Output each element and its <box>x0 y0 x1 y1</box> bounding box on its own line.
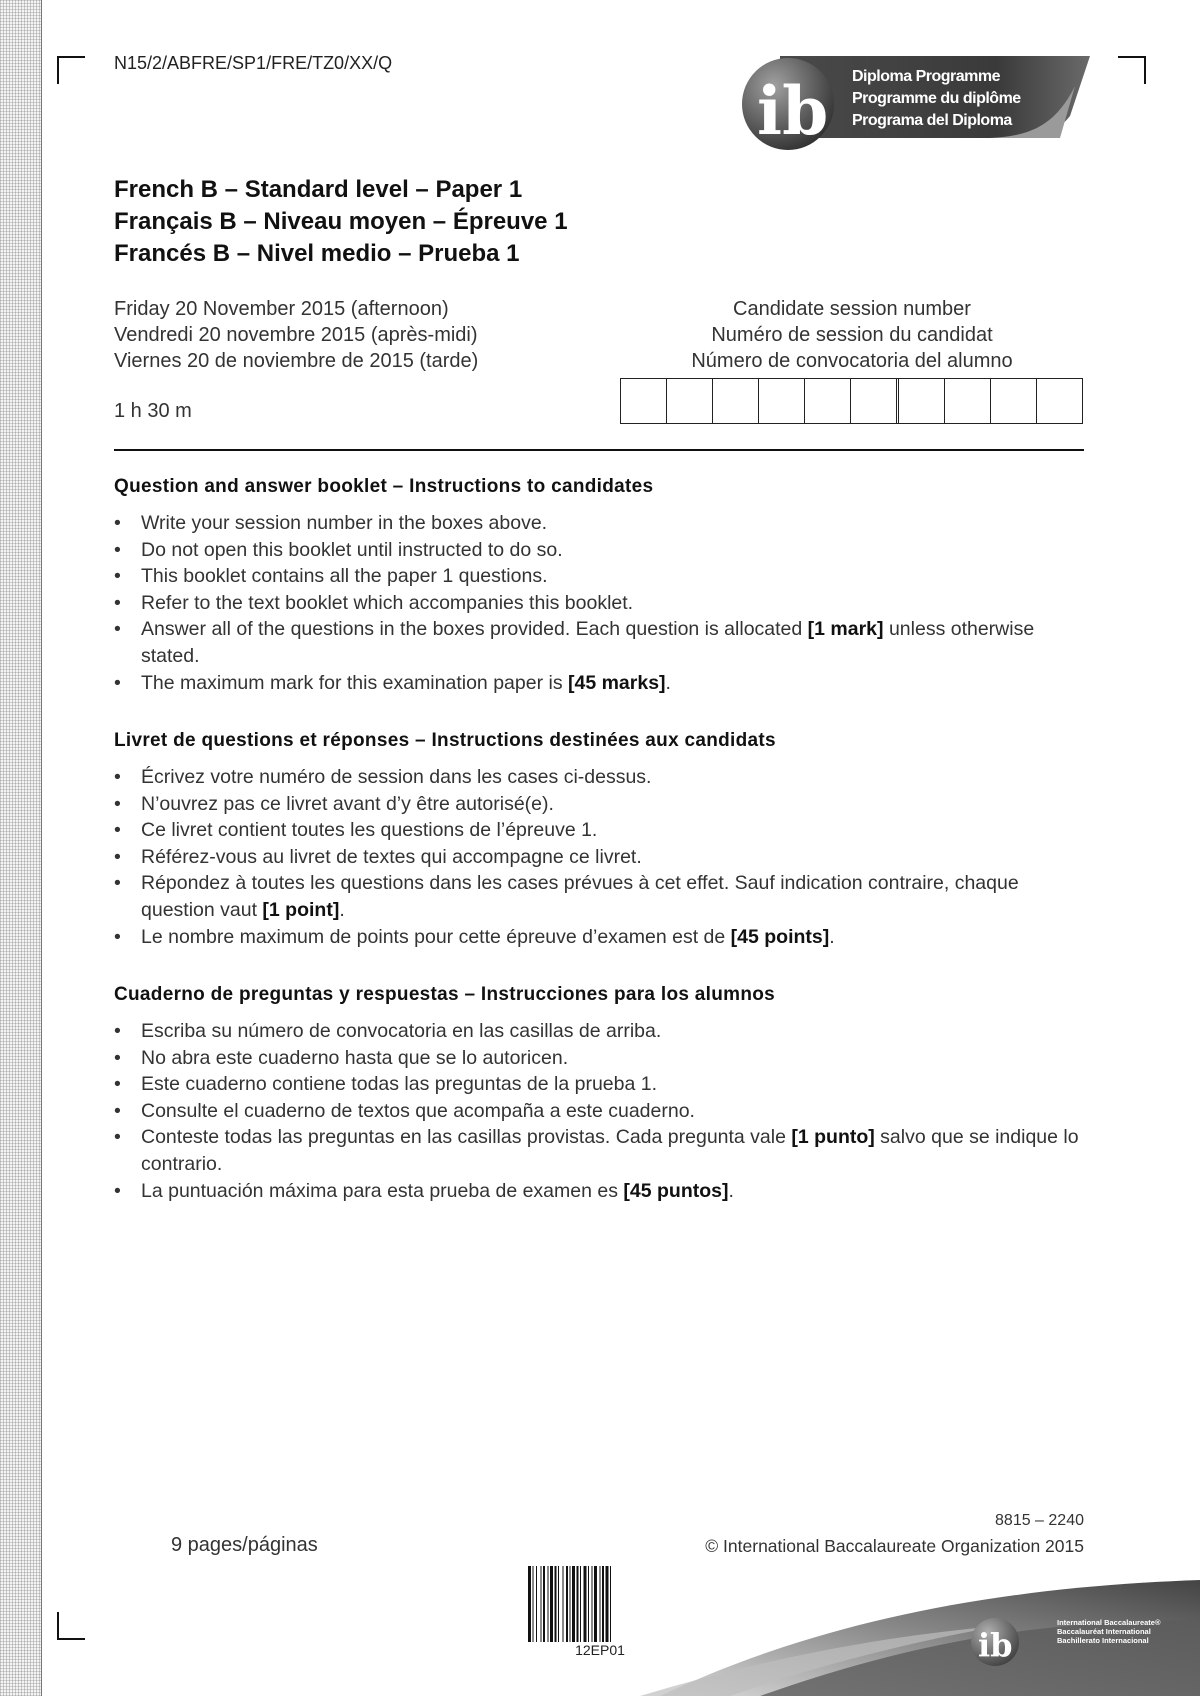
session-label-french: Numéro de session du candidat <box>711 324 993 346</box>
instruction-item: • Consulte el cuaderno de textos que acompaña a este cuaderno. <box>114 1098 1094 1125</box>
section-heading: Cuaderno de preguntas y respuestas – Instrucciones para los alumnos <box>114 984 776 1005</box>
barcode-bar <box>543 1566 545 1642</box>
instruction-item: • Escriba su número de convocatoria en las casillas de arriba. <box>114 1018 1094 1045</box>
ibo-line: Baccalauréat International <box>1057 1627 1151 1636</box>
instructions-english <box>114 476 1094 696</box>
instruction-list <box>114 764 1094 950</box>
session-digit-box[interactable] <box>621 379 667 423</box>
instruction-item: • Conteste todas las preguntas en las casillas provistas. Cada pregunta vale [1 punto] salvo que se indique lo contrario. <box>114 1124 1094 1177</box>
barcode-bar <box>580 1566 581 1642</box>
exam-duration: 1 h 30 m <box>114 400 192 422</box>
instruction-item: • No abra este cuaderno hasta que se lo autoricen. <box>114 1045 1094 1072</box>
instruction-item: • N’ouvrez pas ce livret avant d’y être autorisé(e). <box>114 791 1094 818</box>
crop-mark-top-right <box>1118 56 1146 84</box>
session-digit-box[interactable] <box>851 379 899 423</box>
logo-line: Programme du diplôme <box>852 90 1021 107</box>
paper-reference: 8815 – 2240 <box>995 1512 1084 1529</box>
barcode-bar <box>594 1566 597 1642</box>
barcode-bar <box>600 1566 601 1642</box>
instruction-list <box>114 1018 1094 1204</box>
session-number-boxes[interactable] <box>620 378 1083 424</box>
barcode-bar <box>570 1566 571 1642</box>
barcode-bar <box>577 1566 579 1642</box>
instruction-item: • Este cuaderno contiene todas las preguntas de la prueba 1. <box>114 1071 1094 1098</box>
paper-code: N15/2/ABFRE/SP1/FRE/TZ0/XX/Q <box>114 53 393 73</box>
session-number-labels <box>620 296 1084 374</box>
instruction-item: • The maximum mark for this examination paper is [45 marks]. <box>114 670 1094 697</box>
barcode-bar <box>555 1566 557 1642</box>
mark-allocation: [45 points] <box>730 925 830 948</box>
session-digit-box[interactable] <box>805 379 851 423</box>
instruction-item: • Référez-vous au livret de textes qui accompagne ce livret. <box>114 844 1094 871</box>
binding-margin <box>0 0 42 1696</box>
section-heading: Livret de questions et réponses – Instructions destinées aux candidats <box>114 730 776 751</box>
logo-line: Programa del Diploma <box>852 112 1012 129</box>
page-count: 9 pages/páginas <box>171 1534 318 1556</box>
date-spanish: Viernes 20 de noviembre de 2015 (tarde) <box>114 350 479 372</box>
barcode-bar <box>528 1566 531 1642</box>
instructions-spanish <box>114 984 1094 1204</box>
session-digit-box[interactable] <box>759 379 805 423</box>
barcode-bar <box>550 1566 553 1642</box>
barcode-bar <box>536 1566 537 1642</box>
barcode-bar <box>558 1566 559 1642</box>
instruction-item: • Refer to the text booklet which accompanies this booklet. <box>114 590 1094 617</box>
barcode-bar <box>541 1566 542 1642</box>
instruction-item: • Answer all of the questions in the boxes provided. Each question is allocated [1 mark] unless otherwise stated. <box>114 616 1094 669</box>
mark-allocation: [45 puntos] <box>623 1179 729 1202</box>
title-english: French B – Standard level – Paper 1 <box>114 176 523 203</box>
logo-line: Diploma Programme <box>852 68 1000 85</box>
barcode-bar <box>563 1566 564 1642</box>
barcode-bar <box>566 1566 568 1642</box>
date-french: Vendredi 20 novembre 2015 (après-midi) <box>114 324 478 346</box>
date-english: Friday 20 November 2015 (afternoon) <box>114 298 449 320</box>
mark-allocation: [1 mark] <box>807 618 884 641</box>
instruction-item: • Répondez à toutes les questions dans les cases prévues à cet effet. Sauf indication contraire, chaque question vaut [1 point]. <box>114 870 1094 923</box>
mark-allocation: [45 marks] <box>567 671 666 694</box>
instruction-item: • This booklet contains all the paper 1 questions. <box>114 563 1094 590</box>
crop-mark-top-left <box>57 56 85 84</box>
exam-dates <box>114 296 478 374</box>
barcode-bar <box>606 1566 609 1642</box>
barcode-bar <box>610 1566 611 1642</box>
mark-allocation: [1 punto] <box>791 1126 875 1149</box>
crop-mark-bottom-left <box>57 1612 85 1640</box>
barcode-bar <box>572 1566 575 1642</box>
instruction-item: • Le nombre maximum de points pour cette épreuve d’examen est de [45 points]. <box>114 924 1094 951</box>
instruction-list <box>114 510 1094 696</box>
title-spanish: Francés B – Nivel medio – Prueba 1 <box>114 240 520 267</box>
ibo-line: Bachillerato Internacional <box>1057 1636 1149 1645</box>
session-label-english: Candidate session number <box>733 298 971 320</box>
barcode-bar <box>533 1566 534 1642</box>
session-digit-box[interactable] <box>991 379 1037 423</box>
copyright-notice: © International Baccalaureate Organization 2015 <box>705 1536 1084 1556</box>
instruction-item: • Ce livret contient toutes les questions de l’épreuve 1. <box>114 817 1094 844</box>
barcode-bar <box>588 1566 589 1642</box>
svg-text:ib: ib <box>757 72 829 150</box>
section-heading: Question and answer booklet – Instructions to candidates <box>114 476 654 497</box>
session-label-spanish: Número de convocatoria del alumno <box>691 350 1013 372</box>
barcode-bar <box>602 1566 604 1642</box>
barcode-bar <box>584 1566 587 1642</box>
ibo-line: International Baccalaureate® <box>1057 1618 1161 1627</box>
svg-text:ib: ib <box>978 1626 1013 1664</box>
mark-allocation: [1 point] <box>262 898 340 921</box>
instruction-item: • Écrivez votre numéro de session dans les cases ci-dessus. <box>114 764 1094 791</box>
logo-text <box>852 66 1021 132</box>
barcode-bar <box>592 1566 593 1642</box>
instruction-item: • Do not open this booklet until instructed to do so. <box>114 537 1094 564</box>
barcode-bar <box>548 1566 549 1642</box>
instruction-item: • Write your session number in the boxes above. <box>114 510 1094 537</box>
session-digit-box[interactable] <box>899 379 945 423</box>
instructions-french <box>114 730 1094 950</box>
title-french: Français B – Niveau moyen – Épreuve 1 <box>114 208 568 235</box>
ibo-text <box>1057 1618 1160 1645</box>
header-divider <box>114 449 1084 451</box>
barcode-label: 12EP01 <box>575 1642 625 1658</box>
session-digit-box[interactable] <box>945 379 991 423</box>
paper-titles <box>114 174 568 270</box>
session-digit-box[interactable] <box>667 379 713 423</box>
session-digit-box[interactable] <box>1037 379 1082 423</box>
session-digit-box[interactable] <box>713 379 759 423</box>
instruction-item: • La puntuación máxima para esta prueba de examen es [45 puntos]. <box>114 1178 1094 1205</box>
